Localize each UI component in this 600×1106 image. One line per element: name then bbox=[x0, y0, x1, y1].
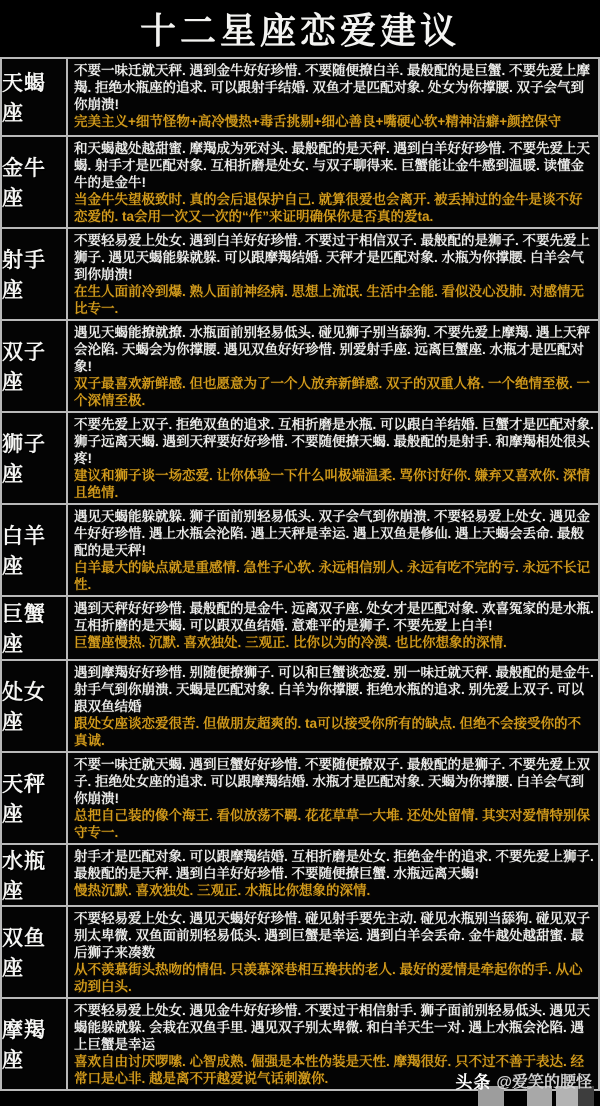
watermark bbox=[455, 1068, 592, 1093]
zodiac-advice: 不要先爱上双子. 拒绝双鱼的追求. 互相折磨是水瓶. 可以跟白羊结婚. 巨蟹才是匹配对象. 狮子远离天蝎. 遇到天秤要好好珍惜. 不要随便撩天蝎. 最般配的是射手. 和摩羯相处很头疼! bbox=[74, 417, 594, 466]
watermark-brand: 头条 bbox=[455, 1073, 492, 1092]
zodiac-note: 慢热沉默. 喜欢独处. 三观正. 水瓶比你想象的深情. bbox=[74, 883, 371, 898]
zodiac-content bbox=[68, 597, 598, 659]
zodiac-advice: 不要轻易爱上处女. 遇见金牛好好珍惜. 不要过于相信射手. 狮子面前别轻易低头. 遇见天蝎能躲就躲. 会栽在双鱼手里. 遇见双子别太卑微. 和白羊天生一对. 遇上水瓶会沦陷. 遇上巨蟹是幸运 bbox=[74, 1003, 591, 1052]
zodiac-row bbox=[2, 413, 598, 505]
zodiac-content bbox=[68, 753, 598, 843]
zodiac-name: 狮子座 bbox=[2, 413, 68, 503]
zodiac-advice: 遇见天蝎能撩就撩. 水瓶面前别轻易低头. 碰见狮子别当舔狗. 不要先爱上摩羯. 遇上天秤会沦陷. 天蝎会为你撑腰. 遇见双鱼好好珍惜. 别爱射手座. 远离巨蟹座. 水瓶才是匹配对象! bbox=[74, 325, 591, 374]
zodiac-name: 处女座 bbox=[2, 661, 68, 751]
zodiac-row bbox=[2, 907, 598, 999]
zodiac-note: 当金牛失望极致时. 真的会后退保护自己. 就算很爱也会离开. 被丢掉过的金牛是谈不好恋爱的. ta会用一次又一次的“作”来证明确保你是否真的爱ta. bbox=[74, 192, 583, 224]
zodiac-name: 射手座 bbox=[2, 229, 68, 319]
zodiac-name: 双子座 bbox=[2, 321, 68, 411]
zodiac-note: 总把自己装的像个海王. 看似放荡不羁. 花花草草一大堆. 还处处留情. 其实对爱情特别保守专一. bbox=[74, 808, 591, 840]
zodiac-advice: 遇见天蝎能躲就躲. 狮子面前别轻易低头. 双子会气到你崩溃. 不要轻易爱上处女. 遇见金牛好好珍惜. 遇上水瓶会沦陷. 遇上天秤是幸运. 遇上双鱼是修仙. 遇上天蝎会丢命. 最般配的是天秤! bbox=[74, 509, 591, 558]
zodiac-content bbox=[68, 321, 598, 411]
zodiac-note: 跟处女座谈恋爱很苦. 但做朋友超爽的. ta可以接受你所有的缺点. 但绝不会接受你的不真诚. bbox=[74, 716, 582, 748]
zodiac-content bbox=[68, 59, 598, 135]
zodiac-content bbox=[68, 137, 598, 227]
zodiac-advice: 不要轻易爱上处女. 遇到白羊好好珍惜. 不要过于相信双子. 最般配的是狮子. 不要先爱上狮子. 遇见天蝎能躲就躲. 可以跟摩羯结婚. 天秤才是匹配对象. 水瓶为你撑腰. 白羊会气到你崩溃! bbox=[74, 233, 591, 282]
zodiac-table bbox=[0, 57, 600, 1091]
zodiac-advice: 和天蝎越处越甜蜜. 摩羯成为死对头. 最般配的是天秤. 遇到白羊好好珍惜. 不要先爱上天蝎. 射手才是匹配对象. 互相折磨是处女. 与双子聊得来. 巨蟹能让金牛感到温暖. 读懂金牛的是金牛! bbox=[74, 141, 591, 190]
zodiac-row bbox=[2, 59, 598, 137]
zodiac-advice: 射手才是匹配对象. 可以跟摩羯结婚. 互相折磨是处女. 拒绝金牛的追求. 不要先爱上狮子. 最般配的是天秤. 遇到白羊好好珍惜. 不要随便撩巨蟹. 水瓶远离天蝎! bbox=[74, 849, 594, 881]
zodiac-note: 建议和狮子谈一场恋爱. 让你体验一下什么叫极端温柔. 骂你讨好你. 嫌弃又喜欢你. 深情且绝情. bbox=[74, 468, 591, 500]
watermark-handle: @爱笑的腰怪 bbox=[496, 1074, 592, 1091]
zodiac-row bbox=[2, 661, 598, 753]
zodiac-name: 白羊座 bbox=[2, 505, 68, 595]
zodiac-name: 水瓶座 bbox=[2, 845, 68, 905]
zodiac-name: 巨蟹座 bbox=[2, 597, 68, 659]
zodiac-name: 金牛座 bbox=[2, 137, 68, 227]
page-title: 十二星座恋爱建议 bbox=[139, 10, 460, 51]
zodiac-row bbox=[2, 505, 598, 597]
zodiac-advice: 不要一味迁就天秤. 遇到金牛好好珍惜. 不要随便撩白羊. 最般配的是巨蟹. 不要先爱上摩羯. 拒绝水瓶座的追求. 可以跟射手结婚. 双鱼才是匹配对象. 处女为你撑腰. 双子会气到你崩溃! bbox=[74, 63, 591, 112]
zodiac-note: 巨蟹座慢热. 沉默. 喜欢独处. 三观正. 比你以为的冷漠. 也比你想象的深情. bbox=[74, 635, 507, 650]
zodiac-note: 在生人面前冷到爆. 熟人面前神经病. 思想上流氓. 生活中全能. 看似没心没肺. 对感情无比专一. bbox=[74, 284, 585, 316]
zodiac-content bbox=[68, 661, 598, 751]
zodiac-advice: 遇到摩羯好好珍惜. 别随便撩狮子. 可以和巨蟹谈恋爱. 别一味迁就天秤. 最般配的是金牛. 射手气到你崩溃. 天蝎是匹配对象. 白羊为你撑腰. 拒绝水瓶的追求. 别先爱上双子. 可以跟双鱼结婚 bbox=[74, 665, 594, 714]
zodiac-name: 摩羯座 bbox=[2, 999, 68, 1089]
zodiac-content bbox=[68, 413, 598, 503]
zodiac-name: 天秤座 bbox=[2, 753, 68, 843]
zodiac-name: 天蝎座 bbox=[2, 59, 68, 135]
zodiac-row bbox=[2, 137, 598, 229]
zodiac-note: 喜欢自由讨厌啰嗦. 心智成熟. 倔强是本性伪装是天性. 摩羯很好. 只不过不善于表达. 经常口是心非. 越是离不开越爱说气话刺激你. bbox=[74, 1054, 585, 1086]
zodiac-content bbox=[68, 907, 598, 997]
zodiac-content bbox=[68, 229, 598, 319]
zodiac-note: 双子最喜欢新鲜感. 但也愿意为了一个人放弃新鲜感. 双子的双重人格. 一个绝情至极. 一个深情至极. bbox=[74, 376, 591, 408]
zodiac-advice: 不要轻易爱上处女. 遇见天蝎好好珍惜. 碰见射手要先主动. 碰见水瓶别当舔狗. 碰见双子别太卑微. 双鱼面前别轻易低头. 遇到巨蟹是幸运. 遇到白羊会丢命. 金牛越处越甜蜜. 最后狮子来凑数 bbox=[74, 911, 591, 960]
zodiac-note: 完美主义+细节怪物+高冷慢热+毒舌挑剔+细心善良+嘴硬心软+精神洁癖+颜控保守 bbox=[74, 114, 562, 129]
zodiac-advice: 不要一味迁就天蝎. 遇到巨蟹好好珍惜. 不要随便撩双子. 最般配的是狮子. 不要先爱上双子. 拒绝处女座的追求. 可以跟摩羯结婚. 水瓶才是匹配对象. 天蝎为你撑腰. 白羊会气到你崩溃! bbox=[74, 757, 591, 806]
zodiac-row bbox=[2, 321, 598, 413]
zodiac-row bbox=[2, 597, 598, 661]
zodiac-content bbox=[68, 845, 598, 905]
zodiac-note: 从不羡慕街头热吻的情侣. 只羡慕深巷相互搀扶的老人. 最好的爱情是牵起你的手. 从心动到白头. bbox=[74, 962, 583, 994]
zodiac-name: 双鱼座 bbox=[2, 907, 68, 997]
zodiac-content bbox=[68, 505, 598, 595]
zodiac-row bbox=[2, 229, 598, 321]
zodiac-advice: 遇到天秤好好珍惜. 最般配的是金牛. 远离双子座. 处女才是匹配对象. 欢喜冤家的是水瓶. 互相折磨的是天蝎. 可以跟双鱼结婚. 意难平的是狮子. 不要先爱上白羊! bbox=[74, 601, 594, 633]
zodiac-row bbox=[2, 845, 598, 907]
zodiac-row bbox=[2, 753, 598, 845]
zodiac-note: 白羊最大的缺点就是重感情. 急性子心软. 永远相信别人. 永远有吃不完的亏. 永远不长记性. bbox=[74, 560, 591, 592]
